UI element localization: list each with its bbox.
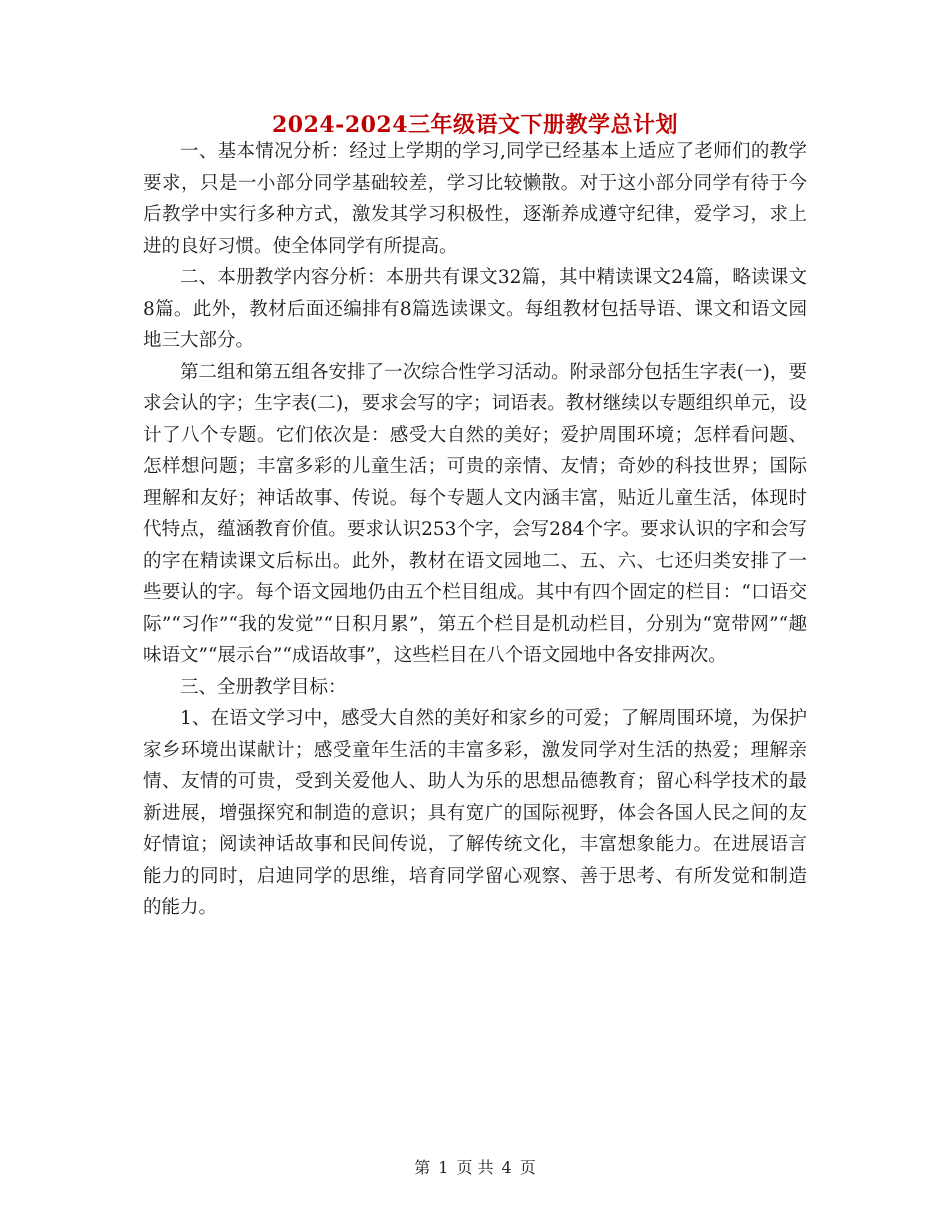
page-footer [0,1155,950,1178]
footer-label-page: 第 [414,1158,431,1177]
footer-current-page: 1 [438,1158,449,1177]
document-body [143,136,807,924]
document-title: 2024-2024三年级语文下册教学总计划 [271,112,679,138]
paragraph-content-analysis: 二、本册教学内容分析：本册共有课文32篇，其中精读课文24篇，略读课文8篇。此外，教材后面还编排有8篇选读课文。每组教材包括导语、课文和语文园地三大部分。 [143,267,807,351]
footer-label-of: 页 共 [456,1158,494,1177]
paragraph-units-topics: 第二组和第五组各安排了一次综合性学习活动。附录部分包括生字表(一)，要求会认的字；生字表(二)，要求会写的字；词语表。教材继续以专题组织单元，设计了八个专题。它们依次是：感受大自然的美好；爱护周围环境；怎样看问题、怎样想问题；丰富多彩的儿童生活；可贵的亲情、友情；奇妙的科技世界；国际理解和友好；神话故事、传说。每个专题人文内涵丰富，贴近儿童生活，体现时代特点，蕴涵教育价值。要求认识253个字，会写284个字。要求认识的字和会写的字在精读课文后标出。此外，教材在语文园地二、五、六、七还归类安排了一些要认的字。每个语文园地仍由五个栏目组成。其中有四个固定的栏目：“口语交际”“习作”“我的发觉”“日积月累”，第五个栏目是机动栏目，分别为“宽带网”“趣味语文”“展示台”“成语故事”，这些栏目在八个语文园地中各安排两次。 [143,361,807,666]
paragraph-goal-1: 1、在语文学习中，感受大自然的美好和家乡的可爱；了解周围环境，为保护家乡环境出谋献计；感受童年生活的丰富多彩，激发同学对生活的热爱；理解亲情、友情的可贵，受到关爱他人、助人为乐的思想品德教育；留心科学技术的最新进展，增强探究和制造的意识；具有宽广的国际视野，体会各国人民之间的友好情谊；阅读神话故事和民间传说，了解传统文化，丰富想象能力。在进展语言能力的同时，启迪同学的思维，培育同学留心观察、善于思考、有所发觉和制造的能力。 [143,708,807,918]
footer-label-end: 页 [519,1158,536,1177]
paragraph-basic-situation: 一、基本情况分析：经过上学期的学习,同学已经基本上适应了老师们的教学要求，只是一小部分同学基础较差，学习比较懒散。对于这小部分同学有待于今后教学中实行多种方式，激发其学习积极性，逐渐养成遵守纪律，爱学习，求上进的良好习惯。使全体同学有所提高。 [143,141,807,257]
paragraph-goals-heading: 三、全册教学目标： [180,676,347,698]
footer-total-pages: 4 [501,1158,512,1177]
